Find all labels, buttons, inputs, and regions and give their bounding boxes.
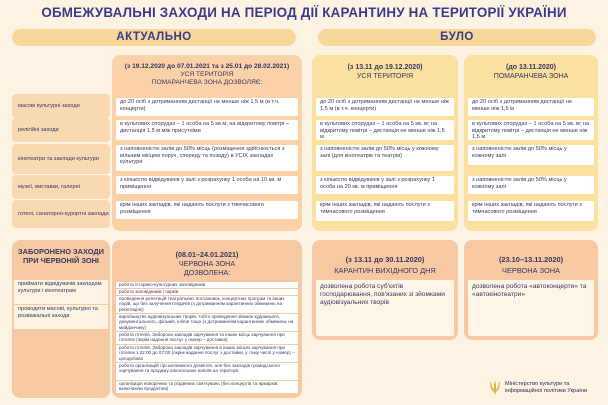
past-section-pill: БУЛО: [318, 29, 596, 46]
category-religious-events: релігійні заходи: [12, 118, 110, 142]
red-past-cell: дозволена робота «автоконцерти» та «автокінотеатри»: [468, 280, 594, 336]
red-current-row: проведення репетицій театральних постановок, концертних програм та інших подій, що без залучення глядачів (з дотриманням карантинних обмежень на репетиціях): [116, 296, 298, 313]
past2-header: [466, 63, 596, 81]
past2-line1: ПОМАРАНЧЕВА ЗОНА: [493, 73, 569, 80]
past1-cell-hotels: крім інших закладів, які надають послуги з тимчасового розміщення: [316, 201, 454, 221]
trident-icon: [490, 381, 500, 395]
actual-dates: (з 19.12.2020 до 07.01.2021 та з 25.01 до 28.02.2021): [124, 63, 290, 70]
actual-cell-hotels: крім інших закладів, які надають послуги з тимчасового розміщення: [116, 201, 298, 219]
actual-line2: ПОМАРАНЧЕВА ЗОНА ДОЗВОЛЯЄ:: [151, 79, 263, 87]
past1-line1: УСЯ ТЕРИТОРІЯ: [356, 73, 414, 80]
category-hotels: готелі, санаторно-курортні заклади: [12, 200, 110, 228]
past2-cell-hotels: крім інших закладів, які надають послуги з тимчасового розміщення: [468, 201, 594, 221]
red-past-dates: (23.10–13.11.2020): [498, 255, 564, 264]
red-current-dates: (08.01–24.01.2021): [175, 250, 239, 259]
actual-cell-museums: з кількістю відвідувачів у залі з розрахунку 1 особа на 10 кв. м приміщення: [116, 176, 298, 194]
red-zone-item-1: приймати відвідувачів закладам культури і кінотеатрам: [14, 280, 108, 304]
page-title: ОБМЕЖУВАЛЬНІ ЗАХОДИ НА ПЕРІОД ДІЇ КАРАНТИНУ НА ТЕРИТОРІЇ УКРАЇНИ: [41, 5, 567, 20]
red-current-row: виробництво аудіовізуальних творів, тобто проведення зйомок художнього, документального, фільмів, кліпів тощо (з дотриманням карантинних обмежень на майданчику): [116, 314, 298, 331]
ministry-line1: Міністерство культури та: [505, 381, 570, 388]
past1-cell-mass: до 20 осіб з дотриманням дистанції не менше ніж 1,5 м (в т.ч. концерти): [316, 98, 454, 116]
actual-cell-cinemas: з наповненістю залів до 50% місць (розміщення здійснюється з вільним місцем поруч, спереду та позаду) в УСІХ закладах культури: [116, 145, 298, 171]
past2-cell-cinemas: з наповненістю залів до 50% місць у кожному залі: [468, 145, 594, 165]
category-mass-events: масові культурні заходи: [12, 94, 110, 118]
red-current-row: робота заповідників і парків: [116, 289, 298, 295]
red-past-line1: ЧЕРВОНА ЗОНА: [502, 266, 560, 275]
red-current-header: [114, 250, 300, 277]
past1-header: [314, 63, 456, 81]
actual-line1: УСЯ ТЕРИТОРІЯ: [180, 71, 234, 79]
actual-cell-religious: в культових спорудах – 1 особа на 5 кв.м; на відкритому повітрі – дистанція 1,5 м між присутніми: [116, 120, 298, 140]
red-zone-title: ЗАБОРОНЕНО ЗАХОДИ ПРИ ЧЕРВОНІЙ ЗОНІ: [18, 247, 104, 265]
red-current-row: робота готелів. Заборона закладів харчування та інших місць харчування при готелях (окрім надання послуг у номер – доставка): [116, 332, 298, 344]
actual-header: [114, 63, 300, 88]
red-zone-item-2: проводити масові, культурні та розважальні заходи: [14, 305, 108, 329]
ministry-logo: [490, 376, 600, 400]
past1-cell-museums: з кількістю відвідувачів у залі з розрахунку 1 особа на 20 кв. м приміщення: [316, 176, 454, 194]
past2-cell-religious: в культових спорудах – 1 особа на 5 кв. м; на відкритому повітрі – дистанція не менше ніж 1,5 м: [468, 120, 594, 140]
red-current-line1: ЧЕРВОНА ЗОНА: [178, 259, 236, 268]
weekend-cell: дозволена робота суб'єктів господарювання, пов'язаних зі зйомками аудіовізуальних творів: [316, 280, 454, 336]
weekend-line1: КАРАНТИН ВИХІДНОГО ДНЯ: [334, 266, 436, 275]
past1-cell-cinemas: з наповненістю залів до 50% місць у кожному залі (для кінотеатрів та театрів): [316, 145, 454, 171]
category-museums: музеї, виставки, галереї: [12, 175, 110, 199]
red-current-row: робота готелів. Заборона закладів харчування в інших місцях харчування при готелях з 22:00 до 07:00 (окрім надання послуг з доставки, у тому числі у номер) – цілодобово: [116, 345, 298, 362]
ministry-name: [505, 381, 587, 394]
actual-cell-mass: до 20 осіб з дотриманням дистанції не менше ніж 1,5 м (в т.ч. концерти): [116, 98, 298, 116]
ministry-line2: інформаційної політики України: [505, 388, 588, 394]
past1-dates: (з 13.11 до 19.12.2020): [347, 64, 423, 71]
category-cinemas: кінотеатри та заклади культури: [12, 144, 110, 174]
past2-cell-museums: з наповненістю залів до 50% місць у кожному залі: [468, 176, 594, 194]
red-current-row: організація новорічних та різдвяних святкувань (без концертів та ярмарків, включаючи продуктові): [116, 381, 298, 393]
weekend-header: [314, 254, 456, 276]
red-current-row: робота організацій гірськолижного дозвілля, але без закладів громадського харчування та продажу алкогольних напоїв на території: [116, 363, 298, 380]
past1-cell-religious: в культових спорудах – 1 особа на 5 кв. м; на відкритому повітрі – дистанція не менше ніж 1,5 м: [316, 120, 454, 140]
red-current-line2: ДОЗВОЛЕНА:: [183, 268, 231, 277]
red-past-header: [466, 254, 596, 276]
red-current-list: [116, 282, 298, 394]
current-section-pill: АКТУАЛЬНО: [12, 29, 296, 46]
weekend-dates: (з 13.11 до 30.11.2020): [345, 255, 425, 264]
past2-cell-mass: до 20 осіб з дотриманням дистанції не менше ніж 1,5 м: [468, 98, 594, 116]
red-current-row: робота історико-культурних заповідників: [116, 282, 298, 288]
past2-dates: (до 13.11.2020): [506, 64, 556, 71]
